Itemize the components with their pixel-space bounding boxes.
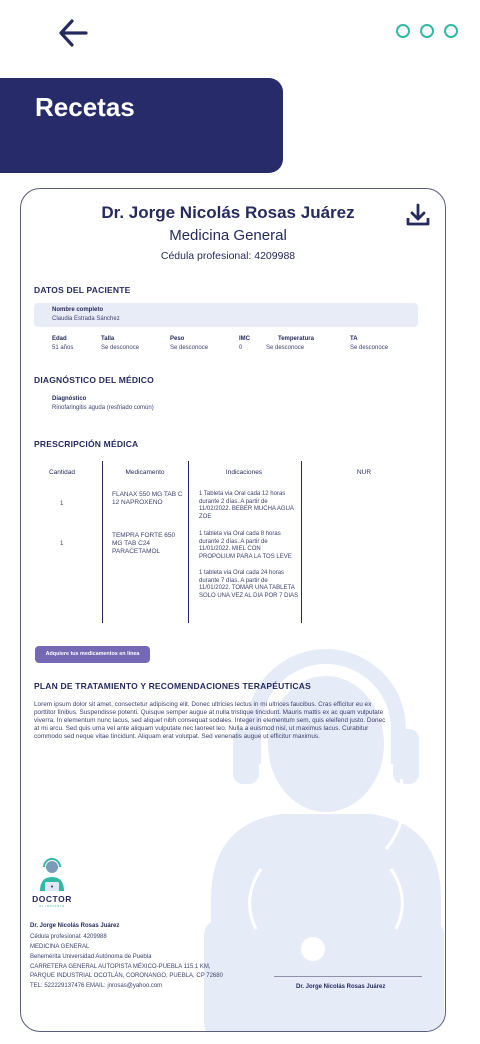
weight-value: Se desconoce xyxy=(170,345,209,351)
height-value: Se desconoce xyxy=(101,345,140,351)
table-divider xyxy=(188,461,189,623)
header-banner xyxy=(0,78,283,173)
row1-indications: 1 Tableta via Oral cada 12 horas durante 2 días. A partir de 11/02/2022. BEBER MUCHA AGUA ZOE xyxy=(199,491,294,520)
diagnosis-value: Rinofaringitis aguda (resfriado común) xyxy=(52,405,154,411)
patient-section-title: DATOS DEL PACIENTE xyxy=(34,285,131,295)
prescription-card xyxy=(20,188,446,1032)
age-label: Edad xyxy=(52,336,67,342)
ta-label: TA xyxy=(350,336,358,342)
height-label: Talla xyxy=(101,336,115,342)
logo-text: DOCTOR xyxy=(32,894,72,904)
table-header-indications: Indicaciones xyxy=(225,469,263,476)
prescription-section-title: PRESCRIPCIÓN MÉDICA xyxy=(34,439,139,449)
download-icon[interactable] xyxy=(406,203,430,227)
row1-quantity: 1 xyxy=(60,501,64,507)
patient-name-value: Claudia Estrada Sánchez xyxy=(52,316,120,322)
age-value: 51 años xyxy=(52,345,74,351)
plan-text: Lorem ipsum dolor sit amet, consectetur adipiscing elit. Donec ultricies lectus in mi ultrices faucibus. Cras efficitur eu ex porttitor finibus. Suspendisse potenti. Quisque semper augue at nulla tristique tincidunt. Mauris mattis ex ac quam vulputate viverra. In elementum nunc lacus, sed aliquet nibh consequat sodales. Integer in elementum sem, quis eleifend justo. Donec at mi arcu. Sed quis urna vel ante aliquam vulputate nec laoreet leo. Nulla a euismod nisl, ut maximus lacus. Curabitur commodo sed neque vitae tincidunt. Aliquam erat volutpat. Sed venenatis augue ut efficitur maximus. xyxy=(34,701,386,740)
logo-subtext: AL INSTANTE xyxy=(39,904,65,908)
row3-indications: 1 tableta via Oral cada 24 horas durante 7 días. A partir de 11/01/2022. TOMAR UNA TABLETA SOLO UNA VEZ AL DIA POR 7 DIAS xyxy=(199,570,299,599)
more-options-button[interactable] xyxy=(396,24,458,38)
footer-university: Benemérita Universidad Autónoma de Puebla xyxy=(30,954,152,960)
footer-address-line1: CARRETERA GENERAL AUTOPISTA MÉXICO-PUEBLA 115.1 KM, xyxy=(30,964,211,970)
temperature-value: Se desconoce xyxy=(266,345,305,351)
doctor-logo-icon xyxy=(36,855,68,893)
footer-doctor-name: Dr. Jorge Nicolás Rosas Juárez xyxy=(30,923,120,929)
signature-name: Dr. Jorge Nicolás Rosas Juárez xyxy=(296,984,386,990)
row1-medication: FLANAX 550 MG TAB C 12 NAPROXENO xyxy=(112,491,183,506)
table-divider xyxy=(301,461,302,623)
back-arrow-icon[interactable] xyxy=(56,16,92,50)
more-dots-icon xyxy=(420,24,434,38)
row2-medication: TEMPRA FORTE 650 MG TAB C24 PARACETAMOL xyxy=(112,532,176,555)
more-dots-icon xyxy=(396,24,410,38)
doctor-cedula: Cédula profesional: 4209988 xyxy=(160,250,296,262)
table-header-quantity: Cantidad xyxy=(48,469,76,476)
row2-quantity: 1 xyxy=(60,541,64,547)
buy-medications-button[interactable]: Adquiere tus medicamentos en línea xyxy=(35,646,150,663)
doctor-specialty: Medicina General xyxy=(169,227,287,244)
doctor-logo xyxy=(28,855,76,911)
footer-cedula: Cédula profesional: 4209988 xyxy=(30,934,107,940)
table-header-medication: Medicamento xyxy=(125,469,165,476)
ta-value: Se desconoce xyxy=(350,345,389,351)
diagnosis-label: Diagnóstico xyxy=(52,396,87,402)
signature-line xyxy=(274,976,422,977)
diagnosis-section-title: DIAGNÓSTICO DEL MÉDICO xyxy=(34,375,154,385)
more-dots-icon xyxy=(444,24,458,38)
footer-contact: TEL: 522229137476 EMAIL: jnrosas@yahoo.com xyxy=(30,983,163,989)
plan-section-title: PLAN DE TRATAMIENTO Y RECOMENDACIONES TERAPÉUTICAS xyxy=(34,681,311,691)
patient-name-label: Nombre completo xyxy=(52,307,104,313)
footer-address-line2: PARQUE INDUSTRIAL OCOTLÁN, CORONANGO, PUEBLA, CP 72680 xyxy=(30,973,223,979)
doctor-name: Dr. Jorge Nicolás Rosas Juárez xyxy=(101,203,355,222)
weight-label: Peso xyxy=(170,336,185,342)
table-header-nur: NUR xyxy=(356,469,372,476)
table-divider xyxy=(102,461,103,623)
bmi-value: 0 xyxy=(239,345,243,351)
bmi-label: IMC xyxy=(239,336,250,342)
page-title: Recetas xyxy=(35,92,135,122)
footer-specialty: MEDICINA GENERAL xyxy=(30,944,90,950)
temperature-label: Temperatura xyxy=(278,336,314,342)
row2-indications: 1 tableta via Oral cada 8 horas durante 2 días. A partir de 11/01/2022. MIEL CON PROPOLIUM PARA LA TOS LEVE xyxy=(199,531,292,560)
doctor-watermark-icon xyxy=(201,569,446,1032)
